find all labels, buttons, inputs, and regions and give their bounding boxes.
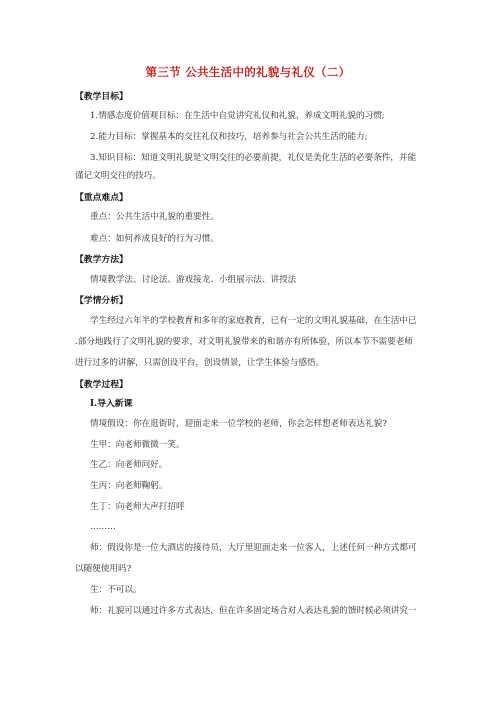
objective-item-3-continued: 谨记文明交往的技巧。 [75,171,161,181]
process-line-3: 生乙：向老师问好。 [90,460,168,470]
objective-item-3: 3.知识目标：知道文明礼貌是文明交往的必要前提，礼仪是美化生活的必要条件，并能 [90,153,417,163]
objective-item-1: 1.情感态度价值观目标：在生活中自觉讲究礼仪和礼貌，养成文明礼貌的习惯; [90,111,385,121]
analysis-line-2: .部分地践行了文明礼貌的要求，对文明礼貌带来的和谐亦有所体验，所以本节不需要老师 [75,337,413,347]
page-title: 第三节 公共生活中的礼貌与礼仪（二） [145,65,351,79]
difficulty-point: 难点：如何养成良好的行为习惯。 [90,234,219,244]
objective-item-2: 2.能力目标：掌握基本的交往礼仪和技巧，培养参与社会公共生活的能力; [90,132,368,142]
process-line-7: 师：假设你是一位大酒店的接待员，大厅里迎面走来一位客人，上述任何一种方式都可 [90,543,417,553]
methods-heading: 【教学方法】 [75,255,128,265]
focus-point: 重点：公共生活中礼貌的重要性。 [90,212,219,222]
process-line-9: 生：不可以。 [90,585,142,595]
methods-text: 情境教学法、讨论法、游戏接龙、小组展示法、讲授法 [90,275,297,285]
process-line-10: 师：礼貌可以通过许多方式表达，但在许多固定场合对人表达礼貌的馈时候必须讲究一 [90,606,417,616]
analysis-line-1: 学生经过六年半的学校教育和多年的家庭教育，已有一定的文明礼貌基础，在生活中已 [90,316,417,326]
process-line-8: 以随便使用吗? [75,564,132,574]
analysis-line-3: 进行过多的讲解，只需创设平台，创设情景，让学生体验与感悟。 [75,358,325,368]
key-points-heading: 【重点难点】 [75,193,128,203]
process-line-5: 生丁：向老师大声打招呼 [90,502,185,512]
process-line-4: 生丙：向老师鞠躬。 [90,481,168,491]
analysis-heading: 【学情分析】 [75,296,128,306]
intro-subheading: Ⅰ.导入新课 [90,399,133,409]
process-heading: 【教学过程】 [75,380,128,390]
process-line-6: ……… [90,522,116,532]
objectives-heading: 【教学目标】 [75,92,128,102]
process-line-2: 生甲：向老师微微一笑。 [90,440,185,450]
process-line-1: 情境假设：你在逛街时，迎面走来一位学校的老师，你会怎样想老师表达礼貌? [90,419,387,429]
